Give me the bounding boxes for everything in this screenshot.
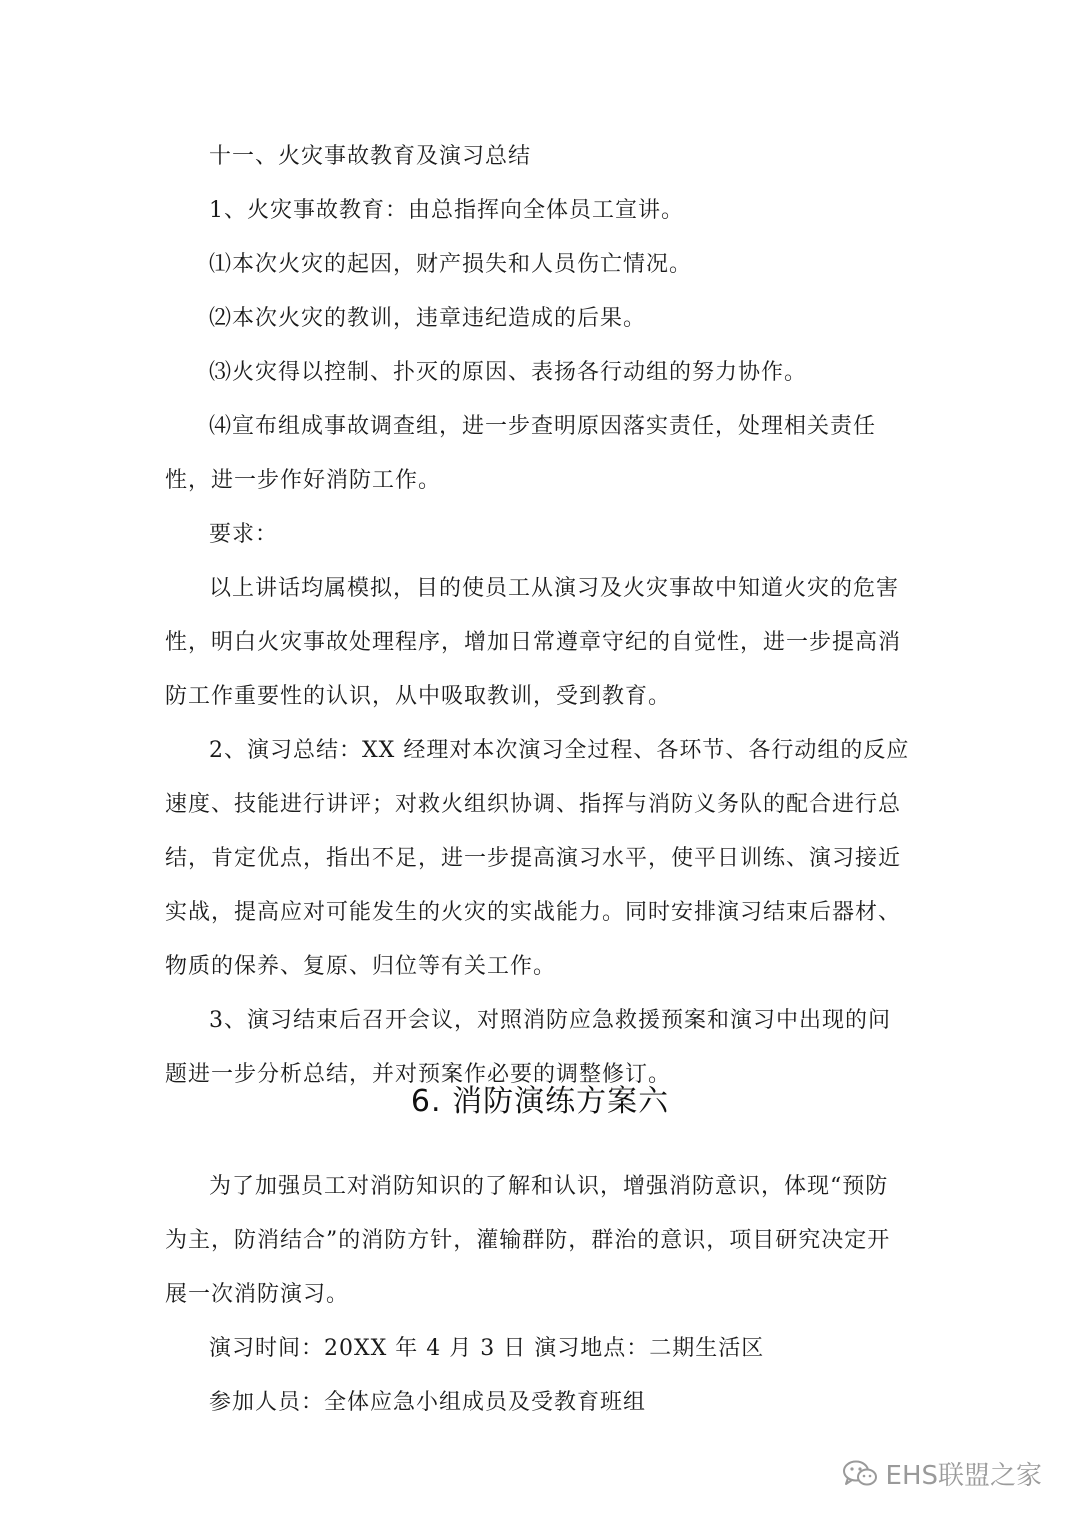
paragraph: ⑴本次火灾的起因，财产损失和人员伤亡情况。 xyxy=(209,252,693,277)
wechat-icon xyxy=(842,1459,878,1489)
paragraph: 3、演习结束后召开会议，对照消防应急救援预案和演习中出现的问题进一步分析总结，并对预案作必要的调整修订。 xyxy=(165,1008,891,1087)
drill-time-location: 演习时间：20XX 年 4 月 3 日 演习地点：二期生活区 xyxy=(209,1336,765,1361)
paragraph: 为了加强员工对消防知识的了解和认识，增强消防意识，体现“预防为主，防消结合”的消防方针，灌输群防，群治的意识，项目研究决定开展一次消防演习。 xyxy=(165,1174,891,1307)
participants: 参加人员：全体应急小组成员及受教育班组 xyxy=(209,1390,647,1415)
paragraph: 1、火灾事故教育：由总指挥向全体员工宣讲。 xyxy=(209,198,684,223)
paragraph: ⑷宣布组成事故调查组，进一步查明原因落实责任，处理相关责任性，进一步作好消防工作。 xyxy=(165,414,877,493)
watermark-text: EHS联盟之家 xyxy=(885,1461,1042,1491)
paragraph: ⑵本次火灾的教训，违章违纪造成的后果。 xyxy=(209,306,647,331)
paragraph: 以上讲话均属模拟，目的使员工从演习及火灾事故中知道火灾的危害性，明白火灾事故处理程序，增加日常遵章守纪的自觉性，进一步提高消防工作重要性的认识，从中吸取教训，受到教育。 xyxy=(165,576,902,709)
paragraph: 2、演习总结：XX 经理对本次演习全过程、各环节、各行动组的反应速度、技能进行讲评；对救火组织协调、指挥与消防义务队的配合进行总结，肯定优点，指出不足，进一步提高演习水平，使平日训练、演习接近实战，提高应对可能发生的火灾的实战能力。同时安排演习结束后器材、物质的保养、复原、归位等有关工作。 xyxy=(165,738,910,979)
section-heading: 6. 消防演练方案六 xyxy=(410,1084,670,1119)
section-title: 十一、火灾事故教育及演习总结 xyxy=(209,144,532,169)
watermark xyxy=(842,1455,1042,1492)
section-fire-education xyxy=(165,130,910,1102)
section-drill-plan xyxy=(165,1160,910,1430)
paragraph: 要求： xyxy=(209,522,279,547)
paragraph: ⑶火灾得以控制、扑灭的原因、表扬各行动组的努力协作。 xyxy=(209,360,808,385)
